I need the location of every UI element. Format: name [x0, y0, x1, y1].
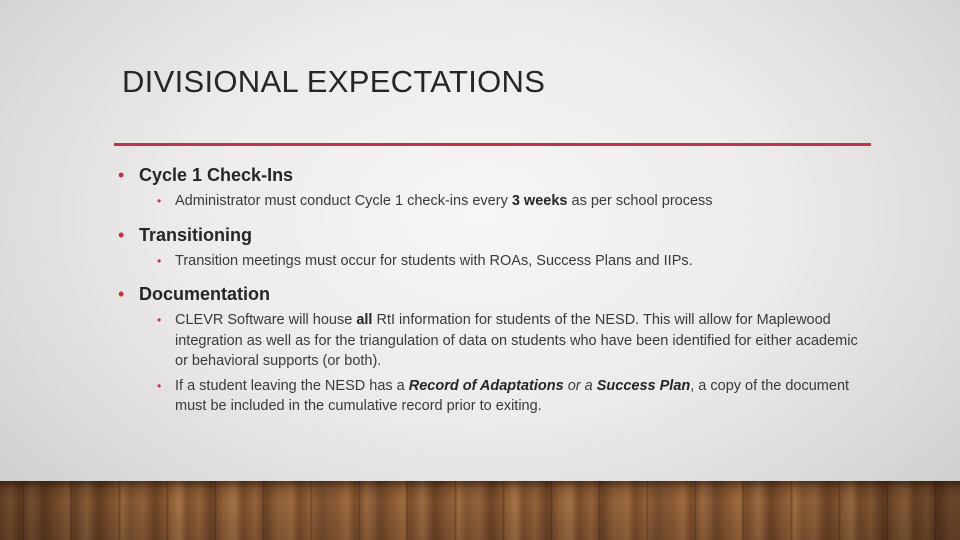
list-item [157, 191, 865, 212]
section-heading-text: Cycle 1 Check-Ins [139, 165, 294, 185]
list-item-text: Administrator must conduct Cycle 1 check-ins every [175, 193, 512, 209]
emphasis-text: 3 weeks [511, 193, 568, 209]
slide-content [115, 164, 875, 417]
emphasis-text: Record of Adaptations [408, 377, 564, 394]
list-item-text: RtI information for students of the NESD. This will allow for Maplewood integration as well as for the triangulation of data on students who have been identified for either academic or behavioral supports (or both). [175, 312, 858, 369]
bullet-icon: • [118, 165, 125, 185]
emphasis-text: all [356, 312, 373, 328]
bullet-icon: • [157, 253, 162, 268]
list-item-text: CLEVR Software will house [175, 312, 357, 328]
list-item-text: Transition meetings must occur for students with ROAs, Success Plans and IIPs. [175, 252, 693, 269]
italic-text: or a [563, 377, 597, 394]
section-heading-text: Documentation [139, 284, 271, 304]
bullet-icon: • [157, 313, 162, 327]
slide-title: DIVISIONAL EXPECTATIONS [122, 64, 546, 99]
floor-vignette-left [0, 481, 160, 540]
list-item [157, 376, 865, 417]
section-heading-text: Transitioning [139, 224, 253, 245]
list-item-text: If a student leaving the NESD has a [175, 377, 409, 394]
bullet-icon: • [118, 224, 125, 245]
section-heading-cycle1 [115, 164, 875, 187]
bullet-icon: • [157, 194, 162, 208]
bullet-icon: • [157, 378, 162, 393]
title-divider [114, 143, 871, 146]
list-item [157, 310, 865, 372]
emphasis-text: Success Plan [596, 377, 691, 394]
bullet-icon: • [118, 284, 125, 304]
list-item-text: as per school process [567, 193, 713, 209]
floor-vignette-right [800, 481, 960, 540]
section-heading-documentation [115, 283, 875, 306]
list-item-text: , a copy of the document must be included in the cumulative record prior to exiting. [175, 377, 850, 414]
section-heading-transitioning [115, 224, 875, 247]
list-item [157, 251, 865, 272]
